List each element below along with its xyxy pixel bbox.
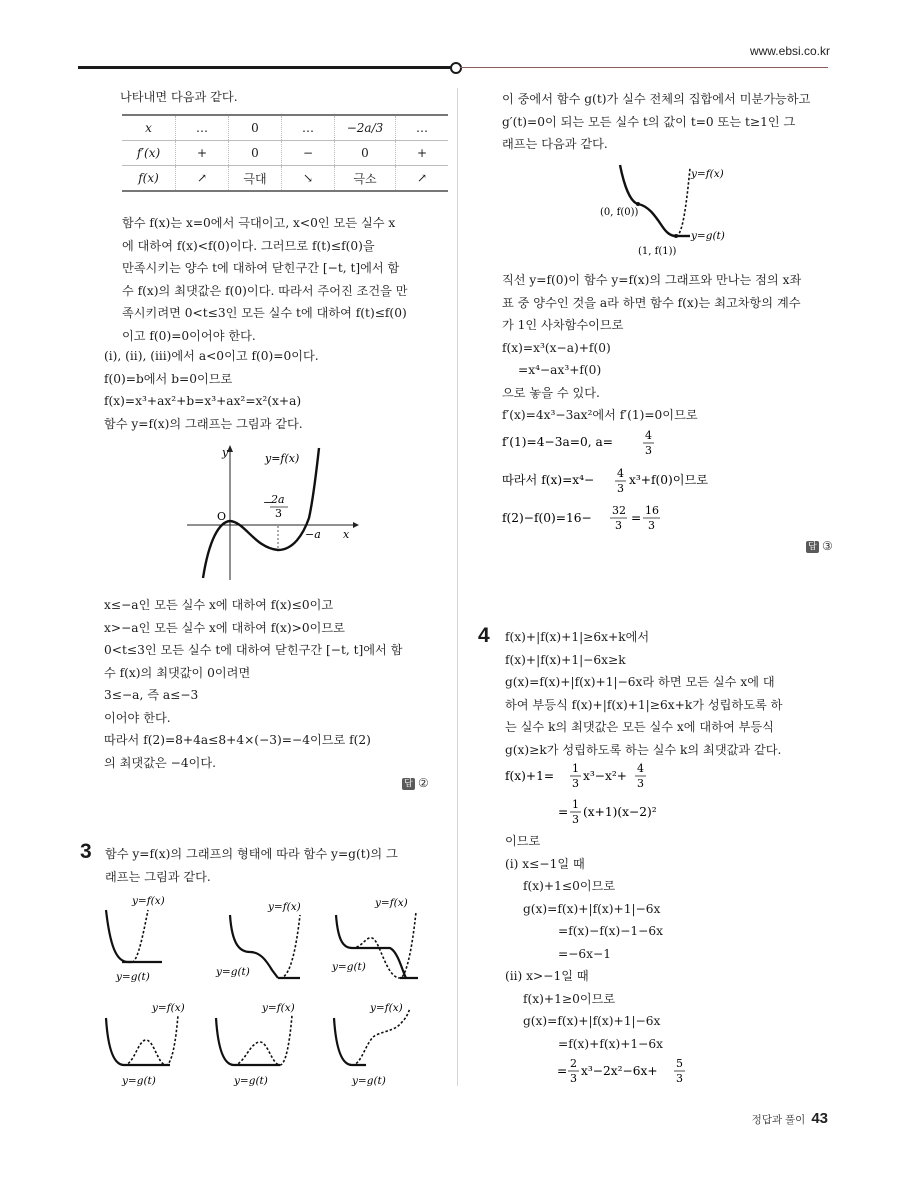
text-line: f(x)=x³+ax²+b=x³+ax²=x²(x+a) bbox=[104, 394, 302, 408]
figure-label-f: y=f(x) bbox=[132, 895, 165, 907]
f-curve-dashed bbox=[352, 1008, 410, 1065]
text-line: f(x)=x³(x−a)+f(0) bbox=[502, 340, 611, 355]
table-cell: + bbox=[176, 141, 229, 166]
y-axis-label: y bbox=[222, 446, 229, 459]
text-line: 수 f(x)의 최댓값은 f(0)이다. 따라서 주어진 조건을 만 bbox=[122, 283, 408, 298]
text-line: 래프는 다음과 같다. bbox=[502, 137, 608, 151]
text-line: (ii) x>−1일 때 bbox=[505, 969, 589, 983]
min-x-den: 3 bbox=[275, 507, 282, 520]
text-line: 직선 y=f(0)이 함수 y=f(x)의 그래프와 만나는 점의 x좌 bbox=[502, 273, 802, 287]
header-rule bbox=[78, 66, 453, 69]
eq-d-equals: = bbox=[631, 511, 642, 525]
figure-label-g: y=g(t) bbox=[234, 1075, 268, 1087]
text-line: f′(x)=4x³−3ax²에서 f′(1)=0이므로 bbox=[502, 408, 698, 422]
figure-label-g: y=g(t) bbox=[122, 1075, 156, 1087]
problem-number-3: 3 bbox=[80, 840, 92, 863]
problem-number-4: 4 bbox=[478, 624, 490, 647]
problem-4-final-eq bbox=[555, 1055, 755, 1091]
g-curve bbox=[334, 1018, 366, 1065]
table-cell: … bbox=[396, 115, 449, 141]
answer-right bbox=[806, 539, 833, 553]
figure-label-g: y=g(t) bbox=[352, 1075, 386, 1087]
problem-3-text bbox=[105, 843, 398, 888]
figure-label-g: y=g(t) bbox=[216, 966, 250, 978]
text-line: 이고 f(0)=0이어야 한다. bbox=[122, 328, 256, 343]
text-line: x≤−a인 모든 실수 x에 대하여 f(x)≤0이고 bbox=[104, 598, 334, 612]
table-cell: − bbox=[282, 141, 335, 166]
text-line: 3≤−a, 즉 a≤−3 bbox=[104, 688, 199, 702]
site-url: www.ebsi.co.kr bbox=[749, 44, 830, 58]
problem-4-text bbox=[505, 626, 782, 761]
f-curve-dashed bbox=[132, 910, 148, 962]
eq2-prefix: = bbox=[558, 805, 569, 819]
table-cell: + bbox=[396, 141, 449, 166]
text-line: 가 1인 사차함수이므로 bbox=[502, 318, 624, 332]
eq1-den1: 3 bbox=[572, 777, 579, 790]
answer-left bbox=[402, 776, 429, 790]
text-line: 이어야 한다. bbox=[104, 710, 171, 725]
x-axis-label: x bbox=[343, 528, 350, 541]
text-line: 이 중에서 함수 g(t)가 실수 전체의 집합에서 미분가능하고 bbox=[502, 92, 811, 106]
figure-6 bbox=[334, 1002, 410, 1087]
text-line: =x⁴−ax³+f(0) bbox=[518, 363, 602, 377]
eq-d-den2: 3 bbox=[648, 519, 655, 532]
table-cell: 0 bbox=[335, 141, 396, 166]
text-line: 함수 y=f(x)의 그래프는 그림과 같다. bbox=[104, 416, 303, 431]
column-divider bbox=[457, 88, 458, 1086]
text-line: 표 중 양수인 것을 a라 하면 함수 f(x)는 최고차항의 계수 bbox=[502, 295, 801, 310]
text-line: f(0)=b에서 b=0이므로 bbox=[104, 371, 233, 386]
text-line: g(x)=f(x)+|f(x)+1|−6x bbox=[523, 1014, 661, 1028]
text-line: 따라서 f(2)=8+4a≤8+4×(−3)=−4이므로 f(2) bbox=[104, 733, 371, 747]
text-line: =f(x)+f(x)+1−6x bbox=[558, 1036, 664, 1051]
text-line: f(x)+1≤0이므로 bbox=[523, 879, 616, 893]
text-line: 만족시키는 양수 t에 대하여 닫힌구간 [−t, t]에서 함 bbox=[122, 261, 400, 275]
eq3-den2: 3 bbox=[676, 1072, 683, 1085]
table-cell: ↗ bbox=[176, 166, 229, 192]
origin-label: O bbox=[217, 510, 227, 523]
figure-label-g: y=g(t) bbox=[332, 961, 366, 973]
table-cell: 0 bbox=[229, 115, 282, 141]
eq-d-num1: 32 bbox=[612, 504, 626, 517]
eq-d-den1: 3 bbox=[615, 519, 622, 532]
right-para2 bbox=[502, 269, 801, 427]
quartic-graph bbox=[590, 160, 770, 260]
eq2-den: 3 bbox=[572, 813, 579, 826]
g-curve bbox=[106, 910, 132, 962]
text-line: 이므로 bbox=[505, 834, 541, 848]
text-line: (i) x≤−1일 때 bbox=[505, 856, 585, 871]
point-1-label: (1, f(1)) bbox=[638, 246, 677, 257]
table-cell: … bbox=[282, 115, 335, 141]
figure-4 bbox=[106, 1002, 185, 1087]
text-line: 는 실수 k의 최댓값은 모든 실수 x에 대하여 부등식 bbox=[505, 720, 774, 734]
table-cell: … bbox=[176, 115, 229, 141]
eq3-den1: 3 bbox=[570, 1072, 577, 1085]
cubic-graph bbox=[185, 440, 360, 585]
f-curve-dashed bbox=[676, 168, 690, 236]
answer-value: ③ bbox=[822, 539, 833, 553]
table-cell: −2a/3 bbox=[335, 115, 396, 141]
left-intro: 나타내면 다음과 같다. bbox=[120, 90, 238, 104]
page-number: 43 bbox=[811, 1110, 828, 1127]
eq1-num2: 4 bbox=[637, 762, 644, 775]
right-equations bbox=[500, 428, 830, 538]
figure-5 bbox=[216, 1002, 295, 1087]
header-rule-thin bbox=[460, 67, 828, 68]
text-line: g(x)=f(x)+|f(x)+1|−6x라 하면 모든 실수 x에 대 bbox=[505, 675, 775, 689]
g-label: y=g(t) bbox=[691, 230, 725, 242]
text-line: 족시키려면 0<t≤3인 모든 실수 t에 대하여 f(t)≤f(0) bbox=[122, 306, 407, 320]
table-cell: x bbox=[122, 115, 176, 141]
eq-d-prefix: f(2)−f(0)=16− bbox=[502, 511, 592, 525]
text-line: (i), (ii), (iii)에서 a<0이고 f(0)=0이다. bbox=[104, 349, 319, 363]
figure-label-f: y=f(x) bbox=[375, 897, 408, 909]
table-cell: 극대 bbox=[229, 166, 282, 192]
eq-a-prefix: f′(1)=4−3a=0, a= bbox=[502, 435, 613, 449]
text-line: g′(t)=0이 되는 모든 실수 t의 값이 t=0 또는 t≥1인 그 bbox=[502, 114, 796, 129]
eq-f-den: 3 bbox=[617, 482, 624, 495]
left-para2 bbox=[104, 345, 319, 435]
text-line: 함수 f(x)는 x=0에서 극대이고, x<0인 모든 실수 x bbox=[122, 216, 396, 230]
g-curve bbox=[106, 1018, 170, 1065]
answer-value: ② bbox=[418, 776, 429, 790]
table-cell: 극소 bbox=[335, 166, 396, 192]
figure-label-g: y=g(t) bbox=[116, 971, 150, 983]
text-line: =f(x)−f(x)−1−6x bbox=[558, 924, 664, 938]
sign-table bbox=[122, 114, 448, 192]
min-x-num: 2a bbox=[271, 493, 285, 506]
problem-4-cases bbox=[505, 830, 663, 1055]
text-line: f(x)+|f(x)+1|≥6x+k에서 bbox=[505, 630, 650, 644]
eq1-den2: 3 bbox=[637, 777, 644, 790]
table-cell: ↘ bbox=[282, 166, 335, 192]
point-0-label: (0, f(0)) bbox=[600, 207, 639, 218]
text-line: 0<t≤3인 모든 실수 t에 대하여 닫힌구간 [−t, t]에서 함 bbox=[104, 643, 403, 657]
text-line: x>−a인 모든 실수 x에 대하여 f(x)>0이므로 bbox=[104, 620, 345, 635]
eq1-mid: x³−x²+ bbox=[583, 769, 627, 783]
text-line: 의 최댓값은 −4이다. bbox=[104, 755, 216, 770]
eq3-num2: 5 bbox=[676, 1057, 683, 1070]
point-1 bbox=[674, 234, 678, 238]
table-cell: f′(x) bbox=[122, 141, 176, 166]
figure-label-f: y=f(x) bbox=[370, 1002, 403, 1014]
eq-d-num2: 16 bbox=[645, 504, 659, 517]
figure-label-f: y=f(x) bbox=[262, 1002, 295, 1014]
left-para3 bbox=[104, 594, 402, 774]
eq2-suffix: (x+1)(x−2)² bbox=[583, 805, 657, 819]
problem-3-figures bbox=[100, 890, 430, 1090]
text-line: g(x)≥k가 성립하도록 하는 실수 k의 최댓값과 같다. bbox=[505, 742, 782, 757]
text-line: f(x)+|f(x)+1|−6x≥k bbox=[505, 652, 626, 667]
text-line: =−6x−1 bbox=[558, 946, 612, 961]
footer-label: 정답과 풀이 bbox=[751, 1114, 806, 1126]
right-para1 bbox=[502, 88, 810, 156]
figure-1 bbox=[106, 895, 165, 983]
table-cell: f(x) bbox=[122, 166, 176, 192]
point-0 bbox=[636, 202, 640, 206]
text-line: 함수 y=f(x)의 그래프의 형태에 따라 함수 y=g(t)의 그 bbox=[105, 847, 398, 861]
answer-mark: 답 bbox=[402, 778, 415, 790]
x-axis-arrow bbox=[353, 522, 359, 528]
root-label: −a bbox=[305, 528, 321, 541]
header-rule-dot bbox=[450, 62, 462, 74]
answer-mark: 답 bbox=[806, 541, 819, 553]
page-footer bbox=[752, 1110, 828, 1128]
f-label: y=f(x) bbox=[691, 168, 724, 180]
table-cell: 0 bbox=[229, 141, 282, 166]
table-cell: ↗ bbox=[396, 166, 449, 192]
g-curve bbox=[216, 1018, 280, 1065]
text-line: 에 대하여 f(x)<f(0)이다. 그러므로 f(t)≤f(0)을 bbox=[122, 238, 375, 253]
eq3-prefix: = bbox=[557, 1064, 568, 1078]
f-curve-dashed bbox=[234, 1015, 292, 1065]
eq1-prefix: f(x)+1= bbox=[505, 769, 555, 783]
figure-label-f: y=f(x) bbox=[152, 1002, 185, 1014]
text-line: 래프는 그림과 같다. bbox=[105, 869, 211, 884]
eq3-mid: x³−2x²−6x+ bbox=[581, 1064, 658, 1078]
eq-f-suffix: x³+f(0)이므로 bbox=[629, 473, 709, 487]
curve-label: y=f(x) bbox=[265, 452, 300, 465]
figure-label-f: y=f(x) bbox=[268, 901, 301, 913]
min-x-sign: − bbox=[263, 496, 273, 509]
figure-2 bbox=[215, 901, 301, 978]
eq1-num1: 1 bbox=[572, 762, 579, 775]
figure-3 bbox=[331, 897, 418, 978]
eq-a-den: 3 bbox=[645, 444, 652, 457]
problem-4-equations bbox=[503, 760, 823, 830]
eq-a-num: 4 bbox=[645, 429, 652, 442]
text-line: 수 f(x)의 최댓값이 0이려면 bbox=[104, 665, 251, 680]
eq3-num1: 2 bbox=[570, 1057, 577, 1070]
eq2-num: 1 bbox=[572, 798, 579, 811]
f-curve-dashed bbox=[124, 1015, 178, 1065]
left-para1 bbox=[122, 212, 408, 347]
eq-f-prefix: 따라서 f(x)=x⁴− bbox=[502, 473, 595, 487]
text-line: 으로 놓을 수 있다. bbox=[502, 385, 600, 400]
eq-f-num: 4 bbox=[617, 467, 624, 480]
text-line: 하여 부등식 f(x)+|f(x)+1|≥6x+k가 성립하도록 하 bbox=[505, 697, 783, 712]
f-curve-dashed bbox=[280, 915, 300, 978]
text-line: g(x)=f(x)+|f(x)+1|−6x bbox=[523, 901, 661, 916]
text-line: f(x)+1≥0이므로 bbox=[523, 991, 616, 1006]
g-curve bbox=[620, 165, 676, 236]
